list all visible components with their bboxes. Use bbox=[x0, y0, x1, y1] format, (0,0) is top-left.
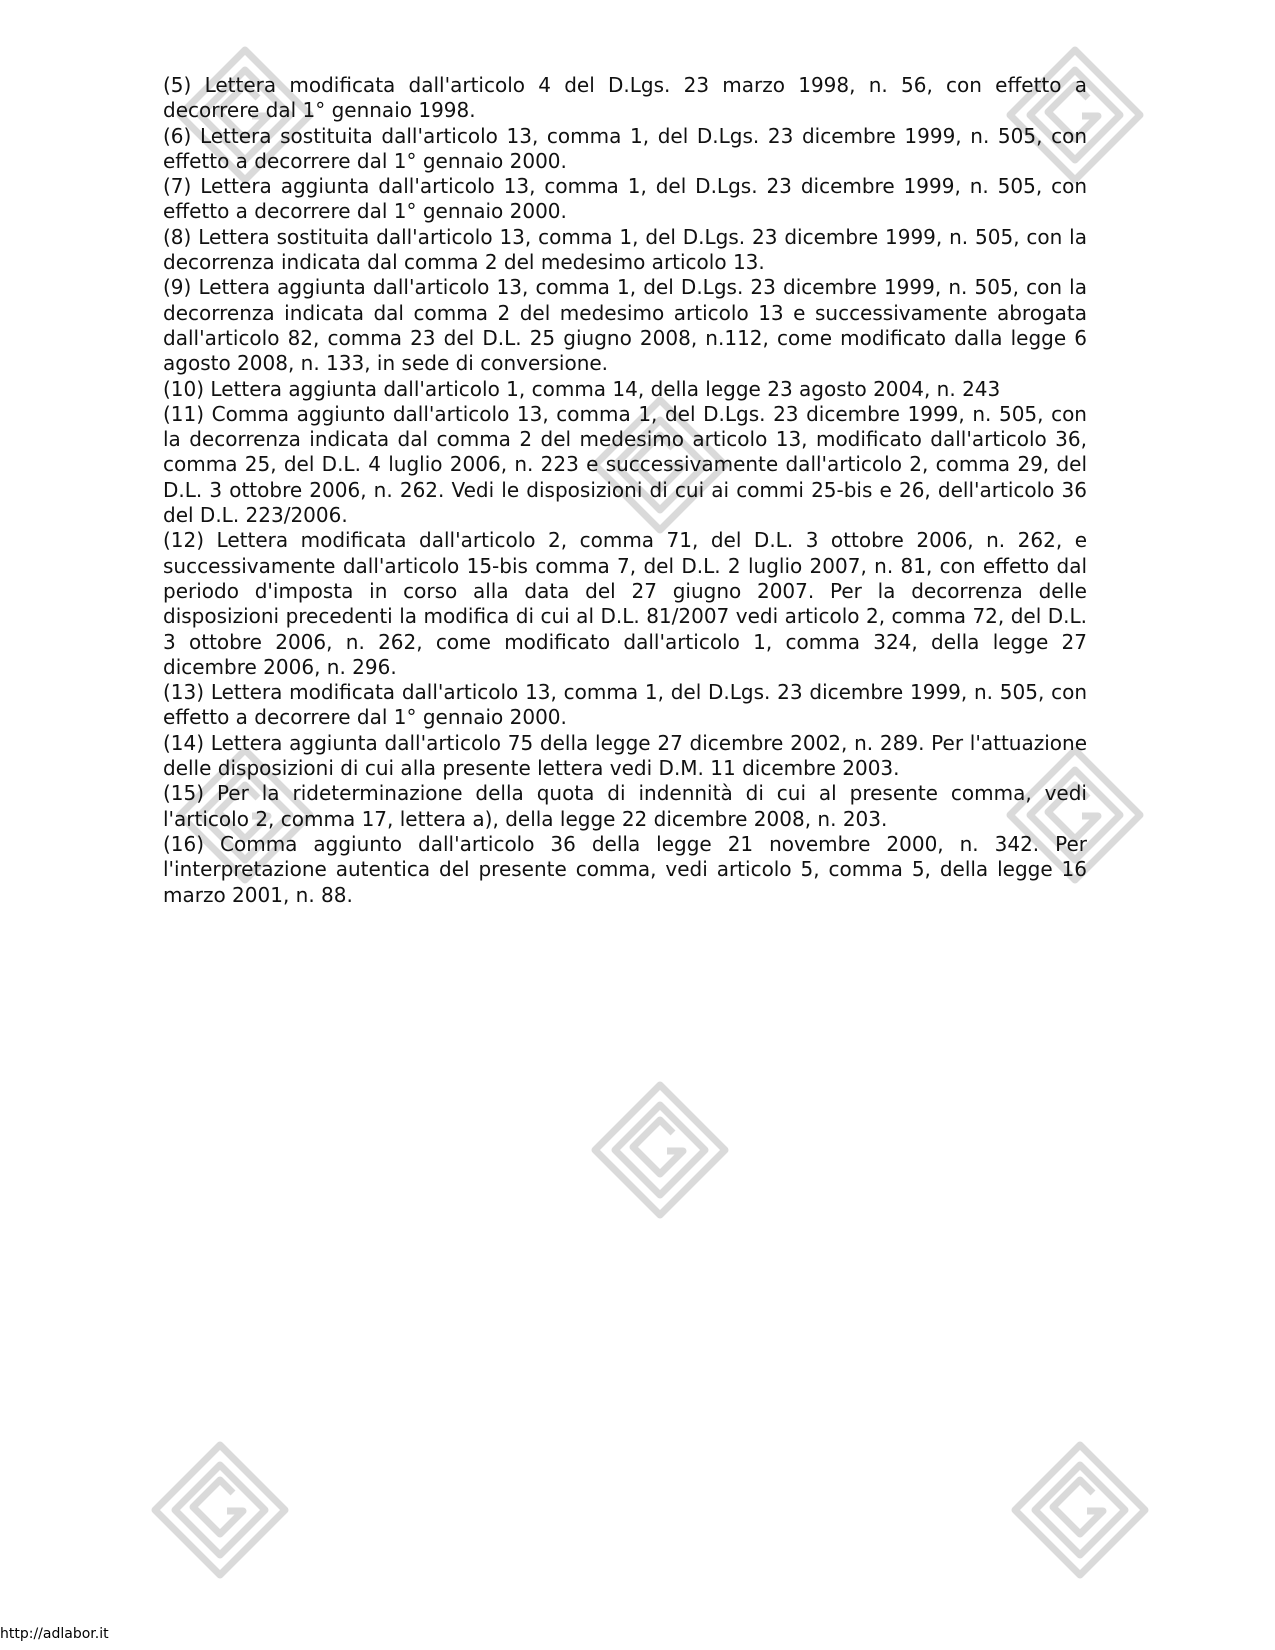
footnote-11: (11) Comma aggiunto dall'articolo 13, comma 1, del D.Lgs. 23 dicembre 1999, n. 505, con la decorrenza indicata dal comma 2 del medesimo articolo 13, modificato dall'articolo 36, comma 25, del D.L. 4 luglio 2006, n. 223 e successivamente dall'articolo 2, comma 29, del D.L. 3 ottobre 2006, n. 262. Vedi le disposizioni di cui ai commi 25-bis e 26, dell'articolo 36 del D.L. 223/2006. bbox=[163, 401, 1087, 528]
footnote-15: (15) Per la rideterminazione della quota di indennità di cui al presente comma, vedi l'articolo 2, comma 17, lettera a), della legge 22 dicembre 2008, n. 203. bbox=[163, 781, 1087, 831]
footnote-10: (10) Lettera aggiunta dall'articolo 1, comma 14, della legge 23 agosto 2004, n. 243 bbox=[163, 376, 1001, 401]
footnote-8: (8) Lettera sostituita dall'articolo 13, comma 1, del D.Lgs. 23 dicembre 1999, n. 505, con la decorrenza indicata dal comma 2 del medesimo articolo 13. bbox=[163, 224, 1087, 275]
footnote-7: (7) Lettera aggiunta dall'articolo 13, comma 1, del D.Lgs. 23 dicembre 1999, n. 505, con effetto a decorrere dal 1° gennaio 2000. bbox=[163, 174, 1087, 224]
watermark-logo-icon bbox=[1005, 1435, 1155, 1585]
footer-url: http://adlabor.it bbox=[0, 1626, 109, 1642]
watermark-logo-icon bbox=[145, 1435, 295, 1585]
footnote-14: (14) Lettera aggiunta dall'articolo 75 della legge 27 dicembre 2002, n. 289. Per l'attuazione delle disposizioni di cui alla presente lettera vedi D.M. 11 dicembre 2003. bbox=[163, 730, 1087, 781]
footnote-16: (16) Comma aggiunto dall'articolo 36 della legge 21 novembre 2000, n. 342. Per l'interpretazione autentica del presente comma, vedi articolo 5, comma 5, della legge 16 marzo 2001, n. 88. bbox=[163, 831, 1087, 907]
diamond-g-logo-icon bbox=[1005, 1435, 1155, 1585]
footnotes-block bbox=[163, 73, 1087, 908]
footnote-9: (9) Lettera aggiunta dall'articolo 13, comma 1, del D.Lgs. 23 dicembre 1999, n. 505, con la decorrenza indicata dal comma 2 del medesimo articolo 13 e successivamente abrogata dall'articolo 82, comma 23 del D.L. 25 giugno 2008, n.112, come modificato dalla legge 6 agosto 2008, n. 133, in sede di conversione. bbox=[163, 275, 1087, 376]
diamond-g-logo-icon bbox=[585, 1075, 735, 1225]
footnote-6: (6) Lettera sostituita dall'articolo 13, comma 1, del D.Lgs. 23 dicembre 1999, n. 505, con effetto a decorrere dal 1° gennaio 2000. bbox=[163, 123, 1087, 173]
footnote-12: (12) Lettera modificata dall'articolo 2, comma 71, del D.L. 3 ottobre 2006, n. 262, e successivamente dall'articolo 15-bis comma 7, del D.L. 2 luglio 2007, n. 81, con effetto dal periodo d'imposta in corso alla data del 27 giugno 2007. Per la decorrenza delle disposizioni precedenti la modifica di cui al D.L. 81/2007 vedi articolo 2, comma 72, del D.L. 3 ottobre 2006, n. 262, come modificato dall'articolo 1, comma 324, della legge 27 dicembre 2006, n. 296. bbox=[163, 528, 1087, 679]
watermark-logo-icon bbox=[585, 1075, 735, 1225]
diamond-g-logo-icon bbox=[145, 1435, 295, 1585]
footnote-5: (5) Lettera modificata dall'articolo 4 del D.Lgs. 23 marzo 1998, n. 56, con effetto a decorrere dal 1° gennaio 1998. bbox=[163, 73, 1087, 123]
footnote-13: (13) Lettera modificata dall'articolo 13, comma 1, del D.Lgs. 23 dicembre 1999, n. 505, con effetto a decorrere dal 1° gennaio 2000. bbox=[163, 680, 1087, 730]
